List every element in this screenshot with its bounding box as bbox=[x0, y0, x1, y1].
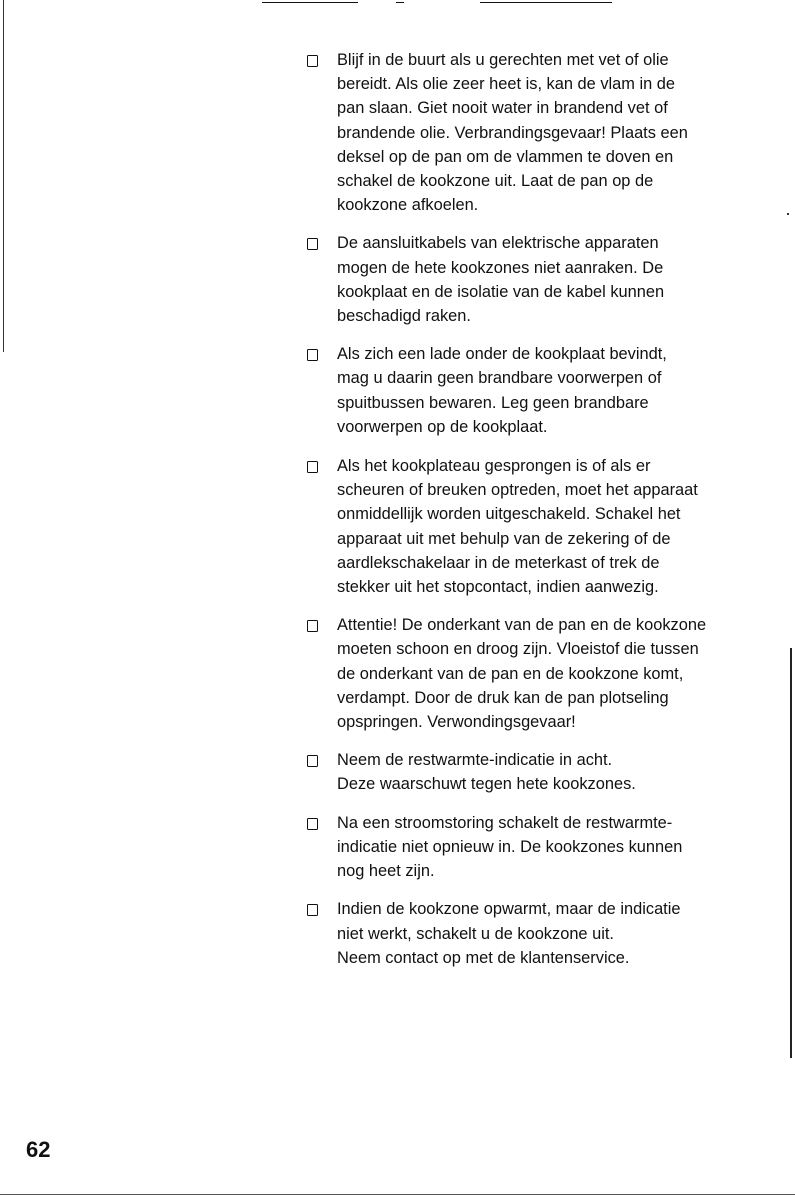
list-item bbox=[307, 897, 777, 970]
text-line: De aansluitkabels van elektrische apparaten bbox=[337, 234, 659, 253]
checkbox-icon bbox=[307, 461, 318, 473]
text-line: indicatie niet opnieuw in. De kookzones kunnen bbox=[337, 837, 683, 856]
text-line: Deze waarschuwt tegen hete kookzones. bbox=[337, 775, 636, 794]
text-line: aardlekschakelaar in de meterkast of trek de bbox=[337, 553, 660, 572]
right-margin-rule bbox=[790, 648, 792, 1058]
top-rule bbox=[480, 2, 612, 3]
text-line: nog heet zijn. bbox=[337, 862, 435, 881]
text-line: verdampt. Door de druk kan de pan plotseling bbox=[337, 688, 669, 707]
text-line: deksel op de pan om de vlammen te doven en bbox=[337, 147, 674, 166]
margin-mark bbox=[787, 213, 789, 215]
text-line: schakel de kookzone uit. Laat de pan op de bbox=[337, 172, 654, 191]
text-line: apparaat uit met behulp van de zekering of de bbox=[337, 529, 671, 548]
text-line: Neem contact op met de klantenservice. bbox=[337, 948, 630, 967]
checkbox-icon bbox=[307, 818, 318, 830]
page-number: 62 bbox=[26, 1137, 51, 1162]
checkbox-icon bbox=[307, 349, 318, 361]
text-line: beschadigd raken. bbox=[337, 307, 471, 326]
text-line: spuitbussen bewaren. Leg geen brandbare bbox=[337, 393, 649, 412]
top-rule bbox=[262, 2, 358, 3]
text-line: bereidt. Als olie zeer heet is, kan de vlam in de bbox=[337, 75, 676, 94]
list-item bbox=[307, 231, 777, 328]
text-line: scheuren of breuken optreden, moet het apparaat bbox=[337, 481, 698, 500]
text-line: kookplaat en de isolatie van de kabel kunnen bbox=[337, 282, 665, 301]
left-margin-rule bbox=[3, 0, 4, 352]
text-line: Na een stroomstoring schakelt de restwarmte- bbox=[337, 813, 673, 832]
text-line: Neem de restwarmte-indicatie in acht. bbox=[337, 751, 613, 770]
checkbox-icon bbox=[307, 55, 318, 67]
list-item bbox=[307, 454, 777, 599]
list-item bbox=[307, 613, 777, 734]
list-item bbox=[307, 811, 777, 884]
text-line: Blijf in de buurt als u gerechten met vet of olie bbox=[337, 51, 669, 69]
top-rule bbox=[396, 2, 404, 3]
text-line: moeten schoon en droog zijn. Vloeistof die tussen bbox=[337, 640, 699, 659]
text-line: brandende olie. Verbrandingsgevaar! Plaats een bbox=[337, 123, 688, 142]
list-item bbox=[307, 48, 777, 217]
checkbox-icon bbox=[307, 904, 318, 916]
text-line: opspringen. Verwondingsgevaar! bbox=[337, 713, 576, 732]
text-line: voorwerpen op de kookplaat. bbox=[337, 417, 548, 436]
text-line: Als zich een lade onder de kookplaat bevindt, bbox=[337, 345, 667, 364]
list-item bbox=[307, 342, 777, 439]
text-line: de onderkant van de pan en de kookzone komt, bbox=[337, 664, 684, 683]
text-line: mogen de hete kookzones niet aanraken. De bbox=[337, 258, 664, 277]
checkbox-icon bbox=[307, 620, 318, 632]
text-line: kookzone afkoelen. bbox=[337, 196, 479, 215]
text-line: Attentie! De onderkant van de pan en de kookzone bbox=[337, 616, 707, 635]
checkbox-icon bbox=[307, 755, 318, 767]
text-line: onmiddellijk worden uitgeschakeld. Schakel het bbox=[337, 505, 681, 524]
bottom-rule bbox=[0, 1194, 795, 1195]
checkbox-icon bbox=[307, 238, 318, 250]
text-line: stekker uit het stopcontact, indien aanwezig. bbox=[337, 578, 659, 597]
text-line: pan slaan. Giet nooit water in brandend vet of bbox=[337, 99, 668, 118]
text-line: mag u daarin geen brandbare voorwerpen of bbox=[337, 369, 662, 388]
text-line: Indien de kookzone opwarmt, maar de indicatie bbox=[337, 900, 681, 919]
text-line: niet werkt, schakelt u de kookzone uit. bbox=[337, 924, 614, 943]
text-line: Als het kookplateau gesprongen is of als er bbox=[337, 457, 651, 476]
safety-instructions-list bbox=[307, 48, 777, 982]
list-item bbox=[307, 748, 777, 796]
